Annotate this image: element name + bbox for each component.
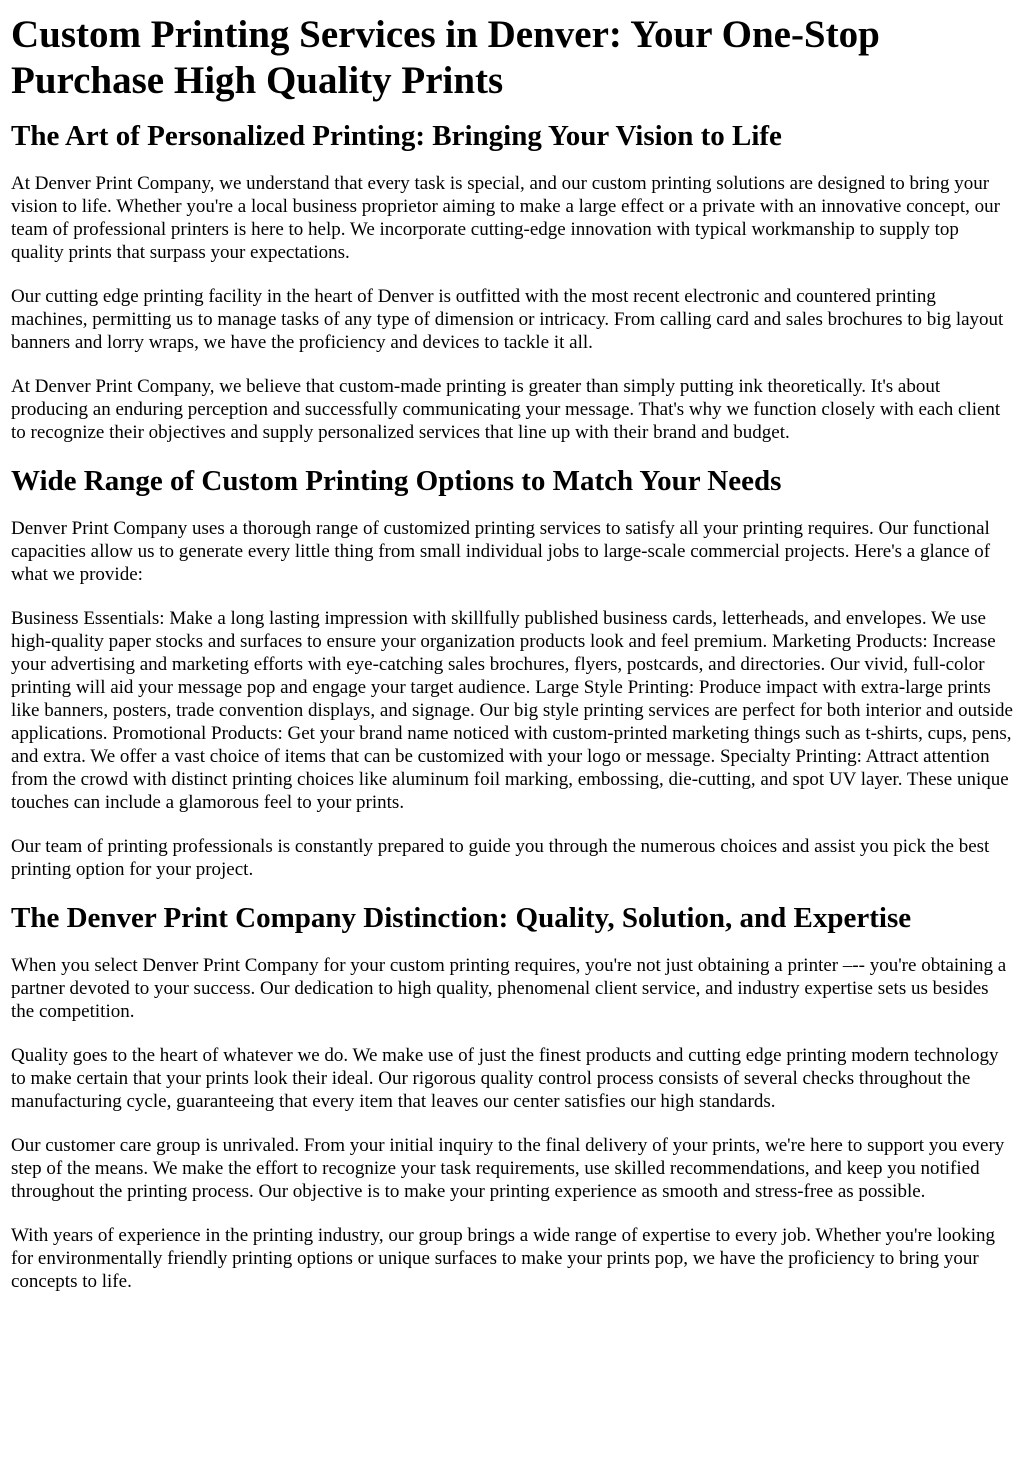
section-personalized-printing [11,119,1014,444]
paragraph: Our cutting edge printing facility in the heart of Denver is outfitted with the most recent electronic and countered printing machines, permitting us to manage tasks of any type of dimension or intricacy. From calling card and sales brochures to big layout banners and lorry wraps, we have the proficiency and devices to tackle it all. [11,286,1004,353]
section-company-distinction [11,901,1014,1293]
paragraph: With years of experience in the printing industry, our group brings a wide range of expertise to every job. Whether you're looking for environmentally friendly printing options or unique surfaces to make your prints pop, we have the proficiency to bring your concepts to life. [11,1225,996,1292]
paragraph: At Denver Print Company, we believe that custom-made printing is greater than simply putting ink theoretically. It's about producing an enduring perception and successfully communicating your message. That's why we function closely with each client to recognize their objectives and supply personalized services that line up with their brand and budget. [11,376,1001,443]
paragraph: When you select Denver Print Company for your custom printing requires, you're not just obtaining a printer –-- you're obtaining a partner devoted to your success. Our dedication to high quality, phenomenal client service, and industry expertise sets us besides the competition. [11,955,1007,1022]
section-heading: The Art of Personalized Printing: Bringing Your Vision to Life [11,120,782,152]
article [0,12,1024,1293]
paragraph: Our team of printing professionals is constantly prepared to guide you through the numerous choices and assist you pick the best printing option for your project. [11,836,990,880]
page-title: Custom Printing Services in Denver: Your One-Stop Purchase High Quality Prints [11,13,880,102]
section-printing-options [11,464,1014,881]
paragraph: Denver Print Company uses a thorough range of customized printing services to satisfy all your printing requires. Our functional capacities allow us to generate every little thing from small individual jobs to large-scale commercial projects. Here's a glance of what we provide: [11,518,991,585]
paragraph: Business Essentials: Make a long lasting impression with skillfully published business cards, letterheads, and envelopes. We use high-quality paper stocks and surfaces to ensure your organization products look and feel premium. Marketing Products: Increase your advertising and marketing efforts with eye-catching sales brochures, flyers, postcards, and directories. Our vivid, full-color printing will aid your message pop and engage your target audience. Large Style Printing: Produce impact with extra-large prints like banners, posters, trade convention displays, and signage. Our big style printing services are perfect for both interior and outside applications. Promotional Products: Get your brand name noticed with custom-printed marketing things such as t-shirts, cups, pens, and extra. We offer a vast choice of items that can be customized with your logo or message. Specialty Printing: Attract attention from the crowd with distinct printing choices like aluminum foil marking, embossing, die-cutting, and spot UV layer. These unique touches can include a glamorous feel to your prints. [11,608,1013,813]
section-heading: Wide Range of Custom Printing Options to Match Your Needs [11,465,782,497]
paragraph: At Denver Print Company, we understand that every task is special, and our custom printing solutions are designed to bring your vision to life. Whether you're a local business proprietor aiming to make a large effect or a private with an innovative concept, our team of professional printers is here to help. We incorporate cutting-edge innovation with typical workmanship to supply top quality prints that surpass your expectations. [11,173,1000,263]
paragraph: Quality goes to the heart of whatever we do. We make use of just the finest products and cutting edge printing modern technology to make certain that your prints look their ideal. Our rigorous quality control process consists of several checks throughout the manufacturing cycle, guaranteeing that every item that leaves our center satisfies our high standards. [11,1045,999,1112]
section-heading: The Denver Print Company Distinction: Quality, Solution, and Expertise [11,902,912,934]
paragraph: Our customer care group is unrivaled. From your initial inquiry to the final delivery of your prints, we're here to support you every step of the means. We make the effort to recognize your task requirements, use skilled recommendations, and keep you notified throughout the printing process. Our objective is to make your printing experience as smooth and stress-free as possible. [11,1135,1005,1202]
